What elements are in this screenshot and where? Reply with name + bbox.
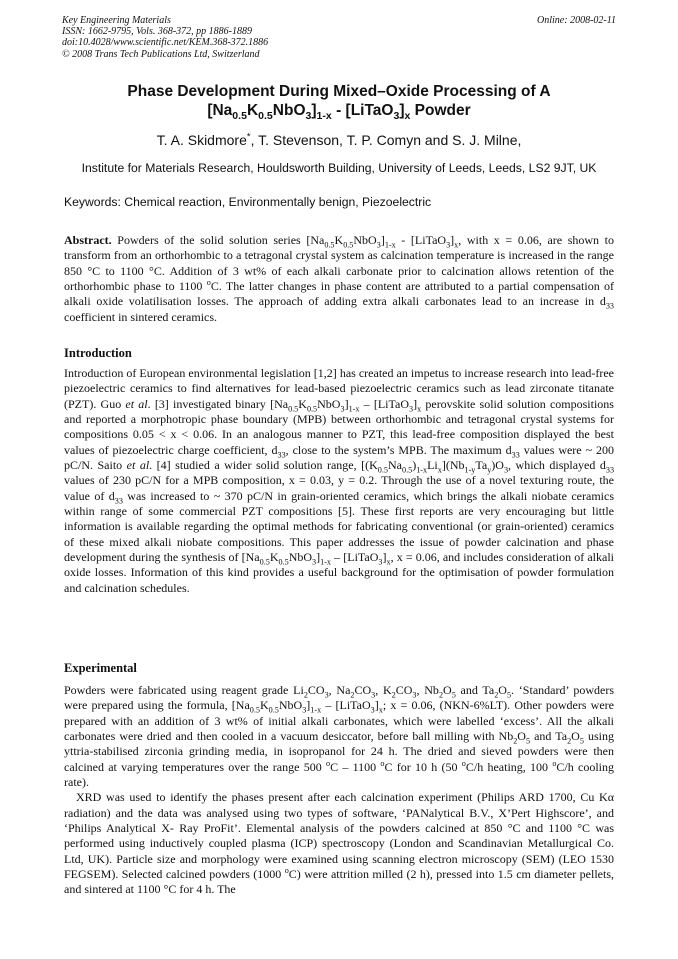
- experimental-paragraph-2: XRD was used to identify the phases present after each calcination experiment (Philips ARD 1700, Cu Kα radiation) and the data was analysed using two types of software, ‘PANalytical B.V., X’Pert Highscore’, and ‘Philips Analytical X- Ray ProFit’. Elemental analysis of the powders calcined at 850 °C and 1100 °C was performed using inductively coupled plasma (ICP) spectroscopy (London and Scandinavian Metallurgical Co. Ltd, UK). Particle size and morphology were examined using scanning electron microscopy (SEM) (LEO 1530 FEGSEM). Selected calcined powders (1000 $^o$C) were attrition milled (2 h), pressed into 1.5 cm diameter pellets, and sintered at 1100 °C for 4 h. The: [64, 790, 614, 897]
- other-authors: , T. Stevenson, T. P. Comyn and S. J. Milne,: [250, 132, 522, 148]
- corresponding-mark: *: [246, 131, 251, 143]
- abstract-text: Abstract. Powders of the solid solution series $[Na_{0.5}K_{0.5}NbO_3]_{1-x}$ - $[LiTaO_3]_x$, with x = 0.06, are shown to transform from an orthorhombic to a tetragonal crystal system as calcination temperature is increased in the range 850 °C to 1100 °C. Addition of 3 wt% of each alkali carbonate prior to calcination allows retention of the orthorhombic phase to 1100 $^o$C. The latter changes in phase content are attributed to a partial compensation of alkali oxide volatilisation losses. The approach of adding extra alkali carbonates lead to an increase in $d_{33}$ coefficient in sintered ceramics.: [64, 233, 615, 324]
- title-line-2: $[Na_{0.5}K_{0.5}NbO_3]_{1-x}$ - $[LiTaO_3]_x$ Powder: [207, 102, 471, 123]
- introduction-paragraph: Introduction of European environmental legislation [1,2] has created an impetus to increase research into lead-free piezoelectric ceramics to find alternatives for lead-based piezoelectric ceramics such as lead zirconate titanate (PZT). Guo et al. [3] investigated binary $[Na_{0.5}K_{0.5}NbO_3]_{1-x}$ – $[LiTaO_3]_x$ perovskite solid solution compositions and reported a morphotropic phase boundary (MPB) between orthorhombic and tetragonal crystal systems for compositions 0.05 < x < 0.06. In an analogous manner to PZT, this lead-free composition displayed the best values of piezoelectric charge coefficient, $d_{33}$, close to the system’s MPB. The maximum $d_{33}$ values were ~ 200 pC/N. Saito et al. [4] studied a wider solid solution range, $[(K_{0.5}Na_{0.5})_{1-x}Li_x](Nb_{1-y}Ta_y)O_3$, which displayed $d_{33}$ values of 230 pC/N for a MPB composition, x = 0.03, y = 0.2. Through the use of a novel texturing route, the value of $d_{33}$ was increased to ~ 370 pC/N in grain-oriented ceramics, which brings the alkali niobate ceramics within range of some commercial PZT compositions [5]. These first reports are very encouraging but little information is available regarding the optimal methods for fabricating conventional (or grain-oriented) ceramics of these mixed alkali niobate compositions. This paper addresses the issue of powder calcination and phase development during the synthesis of $[Na_{0.5}K_{0.5}NbO_3]_{1-x}$ – $[LiTaO_3]_x$, x = 0.06, and includes consideration of alkali oxide losses. Information of this kind provides a useful background for the optimisation of powder formulation and calcination schedules.: [64, 366, 615, 595]
- first-author: T. A. Skidmore: [156, 132, 247, 148]
- affiliation: Institute for Materials Research, Houldsworth Building, University of Leeds, Leeds, LS2 9JT, UK: [81, 161, 597, 175]
- issn-line: ISSN: 1662-9795, Vols. 368-372, pp 1886-1889: [62, 26, 252, 38]
- experimental-heading: Experimental: [64, 661, 137, 675]
- keywords: Keywords: Chemical reaction, Environmentally benign, Piezoelectric: [64, 195, 432, 209]
- doi-line: doi:10.4028/www.scientific.net/KEM.368-372.1886: [62, 37, 269, 49]
- online-date: Online: 2008-02-11: [537, 15, 616, 26]
- journal-name: Key Engineering Materials: [62, 15, 171, 26]
- introduction-body: [64, 366, 614, 596]
- author-list: [40, 132, 638, 149]
- journal-header: [62, 15, 616, 60]
- experimental-paragraph-1: Powders were fabricated using reagent grade $Li_2CO_3$, $Na_2CO_3$, $K_2CO_3$, $Nb_2O_5$ and $Ta_2O_5$. ‘Standard’ powders were prepared using the formula, $[Na_{0.5}K_{0.5}NbO_3]_{1-x}$ – $[LiTaO_3]_x$; x = 0.06, (NKN-6%LT). Other powders were prepared with an addition of 3 wt% of initial alkali carbonates, which were labelled ‘excess’. All the alkali carbonates were dried and then cooled in a vacuum desiccator, before ball milling with $Nb_2O_5$ and $Ta_2O_5$ using yttria-stabilised zirconia grinding media, in isopropanol for 24 h. The dried and sieved powders were then calcined at varying temperatures over the range 500 $^o$C – 1100 $^o$C for 10 h (50 $^o$C/h heating, 100 $^o$C/h cooling rate).: [64, 683, 614, 790]
- copyright-line: © 2008 Trans Tech Publications Ltd, Switzerland: [62, 48, 260, 60]
- abstract-label: Abstract.: [64, 233, 112, 247]
- paper-title: [40, 82, 638, 123]
- introduction-heading: Introduction: [64, 346, 132, 360]
- title-line-1: Phase Development During Mixed–Oxide Processing of A: [127, 83, 551, 100]
- abstract: [64, 233, 614, 325]
- experimental-body: [64, 683, 614, 898]
